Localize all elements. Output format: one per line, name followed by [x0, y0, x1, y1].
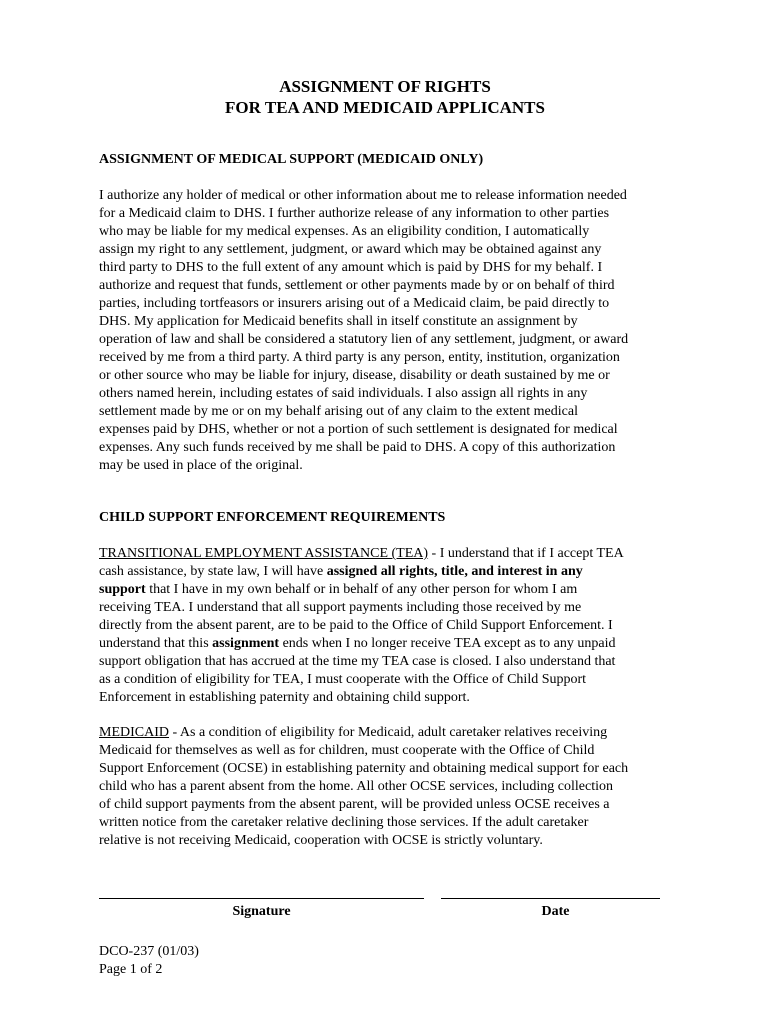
medical-support-line: authorize and request that funds, settlement or other payments made by or on behalf of third: [99, 278, 615, 293]
tea-text: understand that this: [99, 636, 213, 651]
tea-emphasis: assigned all rights, title, and interest in any: [326, 564, 583, 579]
medical-support-line: received by me from a third party. A third party is any person, entity, institution, organization: [99, 350, 620, 365]
tea-text: cash assistance, by state law, I will have: [99, 564, 327, 579]
medical-support-paragraph: [99, 187, 679, 475]
title-line-2: FOR TEA AND MEDICAID APPLICANTS: [225, 98, 545, 117]
medical-support-line: may be used in place of the original.: [99, 458, 303, 473]
tea-text: - I understand that if I accept TEA: [428, 546, 624, 561]
medical-support-line: or other source who may be liable for injury, disease, disability or death sustained by me or: [99, 368, 610, 383]
medicaid-text: - As a condition of eligibility for Medicaid, adult caretaker relatives receiving: [169, 725, 608, 740]
medicaid-text: Support Enforcement (OCSE) in establishing paternity and obtaining medical support for each: [99, 761, 629, 776]
signature-label: Signature: [232, 904, 291, 919]
tea-text: ends when I no longer receive TEA except as to any unpaid: [279, 636, 616, 651]
medical-support-line: expenses paid by DHS, whether or not a portion of such settlement is designated for medical: [99, 422, 618, 437]
page-number: Page 1 of 2: [99, 962, 163, 977]
signature-line: [99, 898, 424, 899]
tea-emphasis: support: [99, 582, 146, 597]
tea-text: support obligation that has accrued at the time my TEA case is closed. I also understand that: [99, 654, 616, 669]
document-title: [0, 76, 770, 118]
medical-support-line: settlement made by me or on my behalf arising out of any claim to the extent medical: [99, 404, 578, 419]
medicaid-label: MEDICAID: [99, 725, 169, 740]
medicaid-paragraph: [99, 724, 679, 850]
medical-support-line: third party to DHS to the full extent of any amount which is paid by DHS for my behalf. I: [99, 260, 603, 275]
medical-support-heading: ASSIGNMENT OF MEDICAL SUPPORT (MEDICAID ONLY): [99, 152, 484, 167]
medical-support-line: for a Medicaid claim to DHS. I further authorize release of any information to other parties: [99, 206, 610, 221]
form-number: DCO-237 (01/03): [99, 944, 199, 959]
tea-text: Enforcement in establishing paternity and obtaining child support.: [99, 690, 470, 705]
tea-paragraph: [99, 545, 679, 707]
medical-support-line: DHS. My application for Medicaid benefits shall in itself constitute an assignment by: [99, 314, 578, 329]
medicaid-text: written notice from the caretaker relative declining those services. If the adult caretaker: [99, 815, 589, 830]
title-line-1: ASSIGNMENT OF RIGHTS: [279, 77, 491, 96]
tea-emphasis: assignment: [212, 636, 280, 651]
medical-support-line: who may be liable for my medical expenses. As an eligibility condition, I automatically: [99, 224, 590, 239]
form-footer: [99, 943, 199, 979]
medical-support-line: others named herein, including estates of said individuals. I also assign all rights in any: [99, 386, 588, 401]
medical-support-line: expenses. Any such funds received by me shall be paid to DHS. A copy of this authorization: [99, 440, 616, 455]
tea-text: as a condition of eligibility for TEA, I must cooperate with the Office of Child Support: [99, 672, 587, 687]
medicaid-text: of child support payments from the absent parent, will be provided unless OCSE receives a: [99, 797, 610, 812]
child-support-heading: CHILD SUPPORT ENFORCEMENT REQUIREMENTS: [99, 510, 446, 525]
medicaid-text: child who has a parent absent from the home. All other OCSE services, including collection: [99, 779, 613, 794]
tea-text: directly from the absent parent, are to be paid to the Office of Child Support Enforcement. I: [99, 618, 613, 633]
medical-support-line: parties, including tortfeasors or insurers arising out of a Medicaid claim, be paid directly to: [99, 296, 610, 311]
medical-support-line: assign my right to any settlement, judgment, or award which may be obtained against any: [99, 242, 602, 257]
medicaid-text: relative is not receiving Medicaid, cooperation with OCSE is strictly voluntary.: [99, 833, 543, 848]
tea-text: that I have in my own behalf or in behalf of any other person for whom I am: [145, 582, 578, 597]
tea-text: receiving TEA. I understand that all support payments including those received by me: [99, 600, 582, 615]
medicaid-text: Medicaid for themselves as well as for children, must cooperate with the Office of Child: [99, 743, 595, 758]
date-line: [441, 898, 660, 899]
medical-support-line: operation of law and shall be considered a statutory lien of any settlement, judgment, or award: [99, 332, 629, 347]
medical-support-line: I authorize any holder of medical or other information about me to release information needed: [99, 188, 627, 203]
date-label: Date: [541, 904, 570, 919]
tea-label: TRANSITIONAL EMPLOYMENT ASSISTANCE (TEA): [99, 546, 429, 561]
